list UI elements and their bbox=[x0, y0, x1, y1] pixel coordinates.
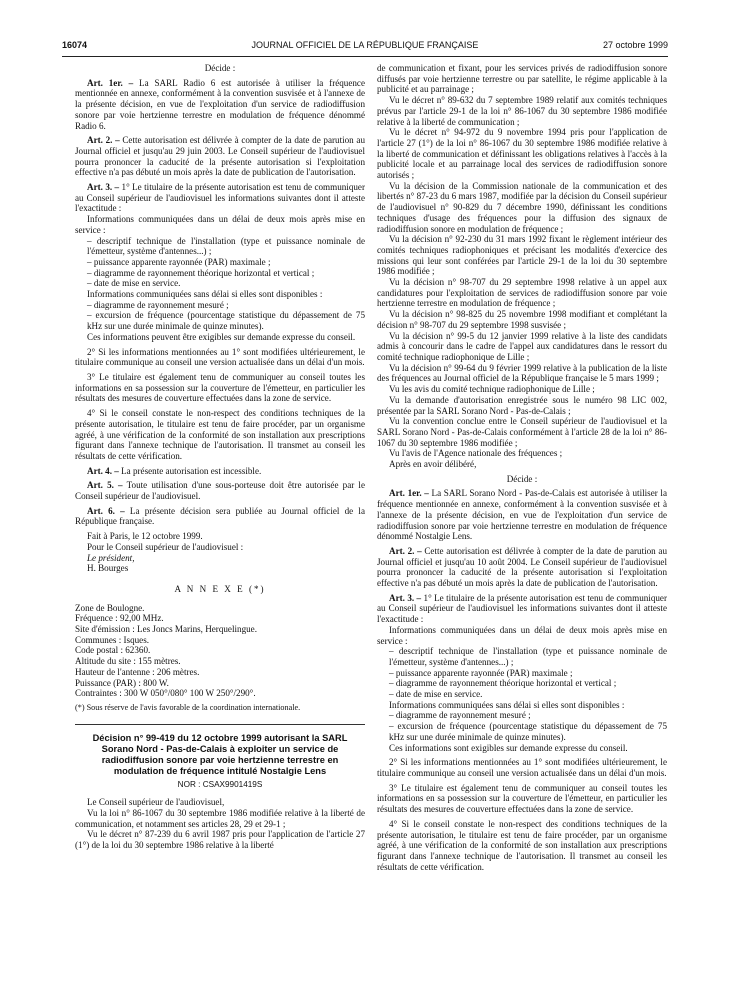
visa-line: Vu le décret n° 94-972 du 9 novembre 1994 pris pour l'application de l'article 27 (1°) de la loi n° 86-1067 du 30 septembre 1986 modifiée relative à la liberté de communication et définissant les obligations relatives à l'accès à la publicité locale et au parrainage local des services de radiodiffusion sonore autorisés ; bbox=[377, 127, 667, 181]
visa-line: Vu la demande d'autorisation enregistrée sous le numéro 98 LIC 002, présentée par la SARL Sorano Nord - Pas-de-Calais ; bbox=[377, 394, 667, 416]
list-item: – diagramme de rayonnement mesuré ; bbox=[87, 299, 229, 310]
article-5: Art. 5. – Toute utilisation d'une sous-porteuse doit être autorisée par le Conseil supérieur de l'audiovisuel. bbox=[75, 480, 365, 502]
article-1: Art. 1er. – La SARL Sorano Nord - Pas-de-Calais est autorisée à utiliser la fréquence mentionnée en annexe, conformément à la convention susvisée et à l'annexe de la présente décision, en vue de l'exploitation d'un service de radiodiffusion sonore par voie hertzienne terrestre en modulation de fréquence dénommé Nostalgie Lens. bbox=[377, 488, 667, 542]
decision-title: Décision n° 99-419 du 12 octobre 1999 autorisant la SARL Sorano Nord - Pas-de-Calais à exploiter un service de radiodiffusion sonore par voie hertzienne terrestre en modulation de fréquence intitulé Nostalgie Lens bbox=[92, 732, 348, 776]
page-number: 16074 bbox=[62, 40, 88, 50]
annex-line: Puissance (PAR) : 800 W. bbox=[75, 677, 169, 688]
annex-line: Communes : Isques. bbox=[75, 634, 150, 645]
list-item: – puissance apparente rayonnée (PAR) maximale ; bbox=[389, 667, 573, 678]
article-3: Art. 3. – 1° Le titulaire de la présente autorisation est tenu de communiquer au Conseil supérieur de l'audiovisuel les informations suivantes dont il atteste l'exactitude : bbox=[75, 182, 365, 214]
list-item: – excursion de fréquence (pourcentage statistique du dépassement de 75 kHz sur une durée minimale de quinze minutes). bbox=[389, 721, 667, 742]
list-item: – excursion de fréquence (pourcentage statistique du dépassement de 75 kHz sur une durée minimale de quinze minutes). bbox=[87, 310, 365, 332]
annex-heading: A N N E X E (*) bbox=[174, 583, 266, 594]
visa-line: Vu la décision n° 92-230 du 31 mars 1992 fixant le règlement intérieur des comités techniques radiophoniques et précisant les modalités d'exercice des missions qui leur sont conférées par l'article 29-1 de la loi du 30 septembre 1986 modifiée ; bbox=[377, 234, 667, 277]
right-column bbox=[377, 63, 667, 872]
signature-title bbox=[75, 553, 365, 564]
annex-line: Contraintes : 300 W 050°/080° 100 W 250°/290°. bbox=[75, 688, 256, 699]
list-item: – diagramme de rayonnement théorique horizontal et vertical ; bbox=[389, 678, 617, 689]
annex-line: Fréquence : 92,00 MHz. bbox=[75, 613, 164, 624]
signature-name: H. Bourges bbox=[87, 563, 129, 574]
council-intro: Le Conseil supérieur de l'audiovisuel, bbox=[87, 797, 225, 808]
visa-line: Vu la décision n° 99-64 du 9 février 1999 relative à la publication de la liste des fréquences au Journal officiel de la République française le 5 mars 1999 ; bbox=[377, 362, 667, 384]
info-delay-text: Informations communiquées dans un délai de deux mois après mise en service : bbox=[75, 214, 365, 235]
list-item: – date de mise en service. bbox=[87, 278, 181, 289]
paragraph-3: 3° Le titulaire est également tenu de communiquer au conseil toutes les informations en sa possession sur la couverture de l'émetteur, en particulier les résultats des mesures de couverture effectuées dans la zone de service. bbox=[377, 782, 667, 815]
info-delay-text: Informations communiquées dans un délai de deux mois après mise en service : bbox=[377, 624, 667, 646]
visa-line: Vu le décret n° 87-239 du 6 avril 1987 pris pour l'application de l'article 27 (1°) de la loi du 30 septembre 1986 relative à la liberté bbox=[75, 829, 365, 851]
page-header bbox=[62, 40, 668, 54]
list-item: – puissance apparente rayonnée (PAR) maximale ; bbox=[87, 256, 271, 267]
header-rule bbox=[62, 56, 668, 57]
list-item: – diagramme de rayonnement mesuré ; bbox=[389, 710, 531, 721]
paragraph-3: 3° Le titulaire est également tenu de communiquer au conseil toutes les informations en sa possession sur la couverture de l'émetteur, en particulier les résultats des mesures de couverture effectuées dans la zone de service. bbox=[75, 371, 365, 404]
visa-line: Vu la décision n° 98-707 du 29 septembre 1998 relative à un appel aux candidatures pour l'exploitation de services de radiodiffusion sonore par voie hertzienne terrestre en modulation de fréquence ; bbox=[377, 277, 667, 309]
annex-details bbox=[75, 603, 365, 699]
visa-line: Vu les avis du comité technique radiophonique de Lille ; bbox=[389, 384, 595, 395]
info-immediate-text: Informations communiquées sans délai si elles sont disponibles : bbox=[389, 699, 625, 710]
list-item: – date de mise en service. bbox=[389, 689, 483, 700]
article-2: Art. 2. – Cette autorisation est délivrée à compter de la date de parution au Journal officiel et jusqu'au 29 juin 2003. Le Conseil supérieur de l'audiovisuel pourra prononcer la caducité de la présente autorisation si l'exploitation effective n'a pas débuté un mois après la date de publication de l'autorisation. bbox=[75, 135, 365, 178]
decide-heading: Décide : bbox=[506, 473, 538, 484]
info-request-text: Ces informations peuvent être exigibles sur demande expresse du conseil. bbox=[87, 331, 356, 342]
annex-line: Hauteur de l'antenne : 206 mètres. bbox=[75, 666, 200, 677]
nor-reference: NOR : CSAX9901419S bbox=[177, 779, 263, 789]
article-2: Art. 2. – Cette autorisation est délivrée à compter de la date de parution au Journal officiel et jusqu'au 10 août 2004. Le Conseil supérieur de l'audiovisuel pourra prononcer la caducité de la présente autorisation si l'exploitation effective n'a pas débuté un mois après la date de publication de l'autorisation. bbox=[377, 545, 667, 589]
info-immediate-text: Informations communiquées sans délai si elles sont disponibles : bbox=[87, 289, 323, 300]
info-request-text: Ces informations sont exigibles sur demande expresse du conseil. bbox=[389, 742, 628, 753]
article-3: Art. 3. – 1° Le titulaire de la présente autorisation est tenu de communiquer au Conseil supérieur de l'audiovisuel les informations suivantes dont il atteste l'exactitude : bbox=[377, 592, 667, 625]
annex-line: Site d'émission : Les Joncs Marins, Herquelingue. bbox=[75, 624, 257, 635]
paragraph-2: 2° Si les informations mentionnées au 1° sont modifiées ultérieurement, le titulaire communique au conseil une version actualisée dans un délai d'un mois. bbox=[377, 757, 667, 778]
visa-line: Vu la décision de la Commission nationale de la communication et des libertés n° 87-23 du 6 mars 1987, modifiée par la décision du Conseil supérieur de l'audiovisuel n° 90-829 du 7 décembre 1990, définissant les conditions techniques d'usage des fréquences pour la diffusion des signaux de radiodiffusion sonore en modulation de fréquence ; bbox=[377, 180, 667, 234]
issue-date: 27 octobre 1999 bbox=[602, 40, 668, 50]
paragraph-2: 2° Si les informations mentionnées au 1° sont modifiées ultérieurement, le titulaire communique au conseil une version actualisée dans un délai d'un mois. bbox=[75, 346, 365, 368]
decide-heading: Décide : bbox=[204, 63, 236, 73]
annex-line: Code postal : 62360. bbox=[75, 645, 151, 656]
annex-line: Zone de Boulogne. bbox=[75, 602, 145, 613]
visa-line: Vu la décision n° 98-825 du 25 novembre 1998 modifiant et complétant la décision n° 98-707 du 29 septembre 1998 susvisée ; bbox=[377, 309, 667, 330]
visa-line: Vu la convention conclue entre le Conseil supérieur de l'audiovisuel et la SARL Sorano Nord - Pas-de-Calais conformément à l'article 28 de la loi n° 86-1067 du 30 septembre 1986 modifiée ; bbox=[377, 416, 667, 448]
article-6: Art. 6. – La présente décision sera publiée au Journal officiel de la République française. bbox=[75, 505, 365, 527]
article-1: Art. 1er. – La SARL Radio 6 est autorisée à utiliser la fréquence mentionnée en annexe, conformément à la convention susvisée et à l'annexe de la présente décision, en vue de l'exploitation d'un service de radiodiffusion sonore par voie hertzienne terrestre en modulation de fréquence dénommé Radio 6. bbox=[75, 77, 366, 131]
visa-line: Vu l'avis de l'Agence nationale des fréquences ; bbox=[389, 448, 563, 459]
visa-line: Vu le décret n° 89-632 du 7 septembre 1989 relatif aux comités techniques prévus par l'article 29-1 de la loi n° 86-1067 du 30 septembre 1986 modifiée relative à la liberté de communication ; bbox=[377, 95, 667, 127]
annex-line: Altitude du site : 155 mètres. bbox=[75, 656, 181, 667]
article-4: Art. 4. – La présente autorisation est incessible. bbox=[87, 465, 262, 476]
section-divider bbox=[75, 724, 365, 725]
continued-text: de communication et fixant, pour les services privés de radiodiffusion sonore diffusés par voie hertzienne terrestre ou par satellite, le régime applicable à la publicité et au parrainage ; bbox=[377, 63, 667, 95]
journal-title: JOURNAL OFFICIEL DE LA RÉPUBLIQUE FRANÇAISE bbox=[251, 40, 479, 50]
signature-date: Fait à Paris, le 12 octobre 1999. bbox=[87, 531, 203, 542]
signature-line-1: Pour le Conseil supérieur de l'audiovisuel : bbox=[87, 541, 244, 552]
left-column bbox=[75, 63, 365, 851]
visa-line: Vu la loi n° 86-1067 du 30 septembre 1986 modifiée relative à la liberté de communication, et notamment ses articles 28, 29 et 29-1 ; bbox=[75, 808, 365, 829]
footnote: (*) Sous réserve de l'avis favorable de la coordination internationale. bbox=[75, 702, 301, 712]
paragraph-4: 4° Si le conseil constate le non-respect des conditions techniques de la présente autorisation, le titulaire est tenu de faire procéder, par un organisme agréé, à une vérification de la conformité de son installation aux prescriptions figurant dans l'annexe technique de l'autorisation. Il transmet au conseil les résultats de cette vérification. bbox=[377, 818, 667, 872]
visa-line: Après en avoir délibéré, bbox=[389, 459, 477, 470]
signature-title-text: Le président, bbox=[87, 552, 135, 563]
paragraph-4: 4° Si le conseil constate le non-respect des conditions techniques de la présente autorisation, le titulaire est tenu de faire procéder, par un organisme agréé, à une vérification de la conformité de son installation aux prescriptions figurant dans l'annexe technique de l'autorisation. Il transmet au conseil les résultats de cette vérification. bbox=[75, 408, 365, 461]
visa-line: Vu la décision n° 99-5 du 12 janvier 1999 relative à la liste des candidats admis à concourir dans le cadre de l'appel aux candidatures dans le ressort du comité technique radiophonique de Lille ; bbox=[377, 330, 667, 362]
list-item: – descriptif technique de l'installation (type et puissance nominale de l'émetteur, système d'antennes...) ; bbox=[389, 646, 667, 667]
list-item: – descriptif technique de l'installation (type et puissance nominale de l'émetteur, système d'antennes...) ; bbox=[87, 235, 365, 257]
list-item: – diagramme de rayonnement théorique horizontal et vertical ; bbox=[87, 267, 315, 278]
